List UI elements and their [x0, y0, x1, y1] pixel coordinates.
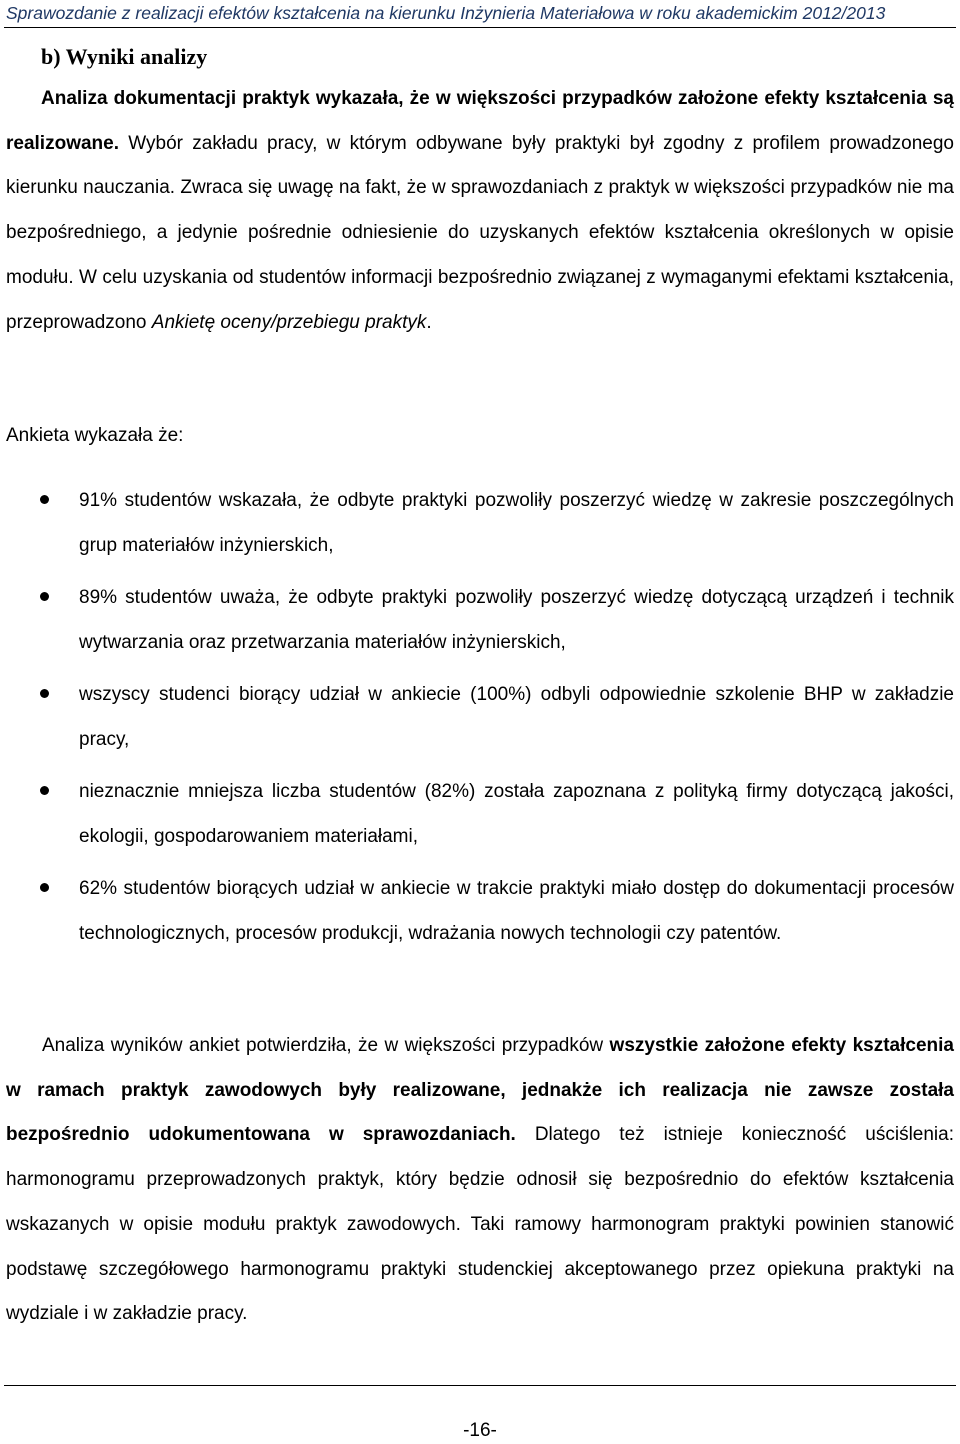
survey-name: Ankietę oceny/przebiegu praktyk [151, 311, 427, 333]
list-item-text: 89% studentów uważa, że odbyte praktyki pozwoliły poszerzyć wiedzę dotyczącą urządzeń i technik wytwarzania oraz przetwarzania materiałów inżynierskich, [79, 587, 954, 653]
paragraph-analysis-bold: Analiza dokumentacji praktyk wykazała, że w większości przypadków założone efekty kształcenia są realizowane. [6, 88, 954, 154]
survey-results-list [0, 478, 960, 963]
page-number: -16- [463, 1420, 497, 1441]
bullet-icon [40, 592, 49, 601]
bullet-icon [40, 786, 49, 795]
list-item [0, 575, 954, 665]
list-item-text: 62% studentów biorących udział w ankiecie w trakcie praktyki miało dostęp do dokumentacji procesów technologicznych, procesów produkcji, wdrażania nowych technologii czy patentów. [79, 878, 954, 944]
paragraph-conclusion-lead: Analiza wyników ankiet potwierdziła, że w większości przypadków [42, 1035, 610, 1056]
list-item-text: wszyscy studenci biorący udział w ankiecie (100%) odbyli odpowiednie szkolenie BHP w zakładzie pracy, [79, 684, 954, 750]
list-item [0, 478, 954, 568]
section-title: b) Wyniki analizy [41, 44, 208, 69]
survey-intro: Ankieta wykazała że: [6, 425, 184, 446]
list-item [0, 672, 954, 762]
running-header: Sprawozdanie z realizacji efektów kształcenia na kierunku Inżynieria Materiałowa w roku akademickim 2012/2013 [6, 3, 886, 23]
paragraph-conclusion [6, 1024, 954, 1337]
paragraph-conclusion-bold: wszystkie założone efekty kształcenia w ramach praktyk zawodowych były realizowane, jednakże ich realizacja nie zawsze została bezpośrednio udokumentowana w sprawozdaniach. [6, 1035, 954, 1146]
list-item [0, 866, 954, 956]
bullet-icon [40, 883, 49, 892]
bullet-icon [40, 689, 49, 698]
list-item [0, 769, 954, 859]
paragraph-analysis-end: . [426, 311, 432, 333]
paragraph-conclusion-text: Dlatego też istnieje konieczność uściślenia: harmonogramu przeprowadzonych praktyk, który będzie odnosił się bezpośrednio do efektów kształcenia wskazanych w opisie modułu praktyk zawodowych. Taki ramowy harmonogram praktyki powinien stanowić podstawę szczegółowego harmonogramu praktyki studenckiej akceptowanego przez opiekuna praktyki na wydziale i w zakładzie pracy. [6, 1124, 954, 1325]
footer-divider [4, 1385, 956, 1386]
list-item-text: nieznacznie mniejsza liczba studentów (82%) została zapoznana z polityką firmy dotyczącą jakości, ekologii, gospodarowaniem materiałami, [79, 781, 954, 847]
header-divider [4, 27, 956, 28]
paragraph-analysis-text: Wybór zakładu pracy, w którym odbywane były praktyki był zgodny z profilem prowadzonego kierunku nauczania. Zwraca się uwagę na fakt, że w sprawozdaniach z praktyk w większości przypadków nie ma bezpośredniego, a jedynie pośrednie odniesienie do uzyskanych efektów kształcenia określonych w opisie modułu. W celu uzyskania od studentów informacji bezpośrednio związanej z wymaganymi efektami kształcenia, przeprowadzono [6, 132, 954, 333]
list-item-text: 91% studentów wskazała, że odbyte praktyki pozwoliły poszerzyć wiedzę w zakresie poszczególnych grup materiałów inżynierskich, [79, 490, 954, 556]
bullet-icon [40, 495, 49, 504]
paragraph-analysis [6, 77, 954, 345]
